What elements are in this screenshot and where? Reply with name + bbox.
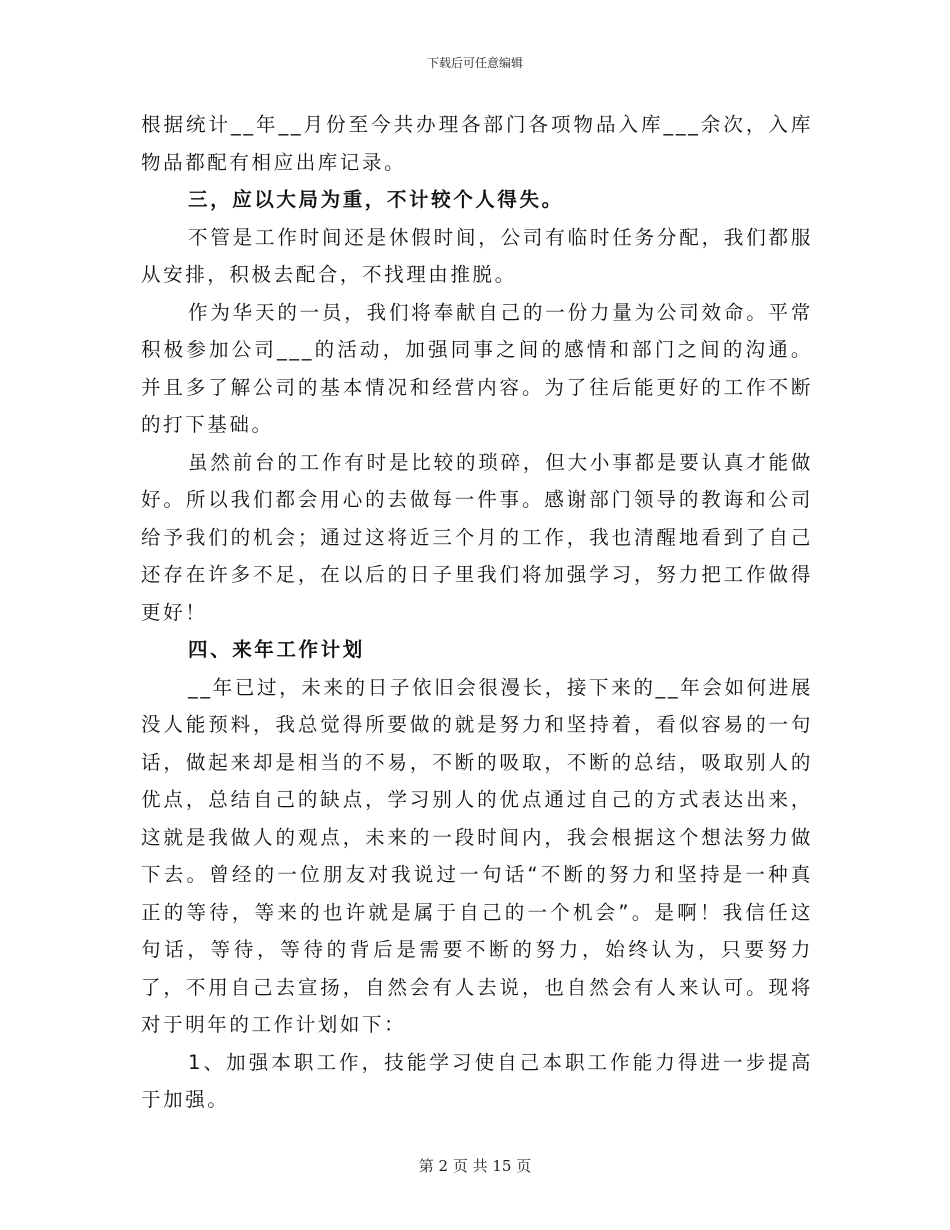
section-heading-4: 四、来年工作计划: [188, 638, 365, 661]
paragraph-front-desk: 虽然前台的工作有时是比较的琐碎，但大小事都是要认真才能做好。所以我们都会用心的去做每一件事。感谢部门领导的教诲和公司给予我们的机会；通过这将近三个月的工作，我也清醒地看到了自己还存在许多不足，在以后的日子里我们将加强学习，努力把工作做得更好！: [141, 450, 813, 624]
paragraph-stock-statistics: 根据统计__年__月份至今共办理各部门各项物品入库___余次，入库物品都配有相应出库记录。: [141, 113, 813, 174]
page-header: 下载后可任意编辑: [426, 56, 523, 70]
document-body: [141, 106, 813, 1119]
page-number: 第 2 页 共 15 页: [418, 1157, 532, 1175]
section-heading-3: 三，应以大局为重，不计较个人得失。: [188, 188, 564, 211]
paragraph-plan-item-1: 1、加强本职工作，技能学习使自己本职工作能力得进一步提高于加强。: [141, 1050, 813, 1111]
paragraph-year-review: __年已过，未来的日子依旧会很漫长，接下来的__年会如何进展没人能预料，我总觉得所要做的就是努力和坚持着，看似容易的一句话，做起来却是相当的不易，不断的吸取，不断的总结，吸取别人的优点，总结自己的缺点，学习别人的优点通过自己的方式表达出来，这就是我做人的观点，未来的一段时间内，我会根据这个想法努力做下去。曾经的一位朋友对我说过一句话“不断的努力和坚持是一种真正的等待，等来的也许就是属于自己的一个机会”。是啊！我信任这句话，等待，等待的背后是需要不断的努力，始终认为，只要努力了，不用自己去宣扬，自然会有人去说，也自然会有人来认可。现将对于明年的工作计划如下：: [141, 675, 813, 1036]
paragraph-obey-arrangements: 不管是工作时间还是休假时间，公司有临时任务分配，我们都服从安排，积极去配合，不找理由推脱。: [141, 225, 813, 286]
paragraph-company-member: 作为华天的一员，我们将奉献自己的一份力量为公司效命。平常积极参加公司___的活动，加强同事之间的感情和部门之间的沟通。并且多了解公司的基本情况和经营内容。为了往后能更好的工作不断的打下基础。: [141, 300, 813, 436]
